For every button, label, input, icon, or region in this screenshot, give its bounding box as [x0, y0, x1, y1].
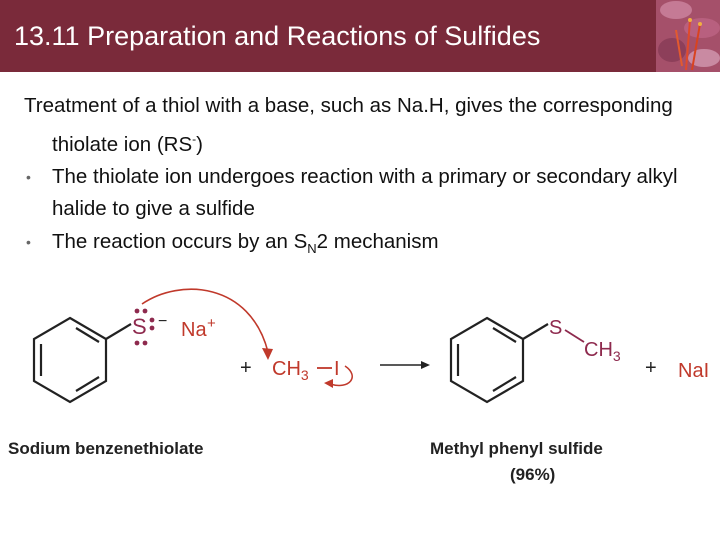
bullet-icon: •	[26, 233, 31, 250]
plus-sign: +	[645, 357, 657, 379]
methyl-iodide-carbon: $CH_3$	[272, 358, 309, 383]
yield-label: (96%)	[510, 465, 556, 484]
intro-text-end: )	[196, 132, 203, 156]
slide-title: 13.11 Preparation and Reactions of Sulfides	[14, 21, 541, 51]
saffron-flower-image	[656, 0, 720, 72]
intro-text: Treatment of a thiol with a base, such as Na.H, gives the corresponding thiolate ion (RS	[24, 94, 673, 156]
bullet-text: The thiolate ion undergoes reaction with a primary or secondary alkyl halide to give a sulfide	[52, 164, 678, 221]
negative-charge: −	[158, 313, 168, 330]
plus-sign: +	[240, 357, 252, 379]
reaction-scheme	[0, 280, 720, 500]
reactant-label: Sodium benzenethiolate	[8, 439, 204, 458]
bullet-text-end: 2 mechanism	[316, 229, 439, 253]
title-bar	[0, 0, 656, 72]
methyl-group: $CH_3$	[584, 339, 621, 364]
iodine-atom: I	[334, 358, 340, 380]
positive-charge: +	[207, 315, 216, 332]
bullet-item	[24, 226, 704, 266]
charge-superscript: -	[192, 131, 197, 146]
s-c-bond	[565, 330, 584, 342]
sodium-iodide: NaI	[678, 360, 710, 382]
bullet-item	[24, 161, 704, 226]
arrowhead-icon	[421, 361, 430, 369]
intro-paragraph	[24, 90, 704, 161]
product-label: Methyl phenyl sulfide	[430, 439, 603, 458]
slide-body	[24, 90, 704, 265]
bullet-icon: •	[26, 168, 31, 185]
benzene-ring	[451, 318, 548, 402]
bullet-text: The reaction occurs by an S	[52, 229, 308, 253]
sulfur-atom: S	[549, 317, 563, 339]
sulfur-atom: S	[132, 314, 147, 339]
sodium-ion: Na	[181, 319, 207, 341]
arrowhead-icon	[324, 379, 333, 388]
subscript: N	[307, 240, 317, 256]
benzene-ring	[34, 318, 131, 402]
